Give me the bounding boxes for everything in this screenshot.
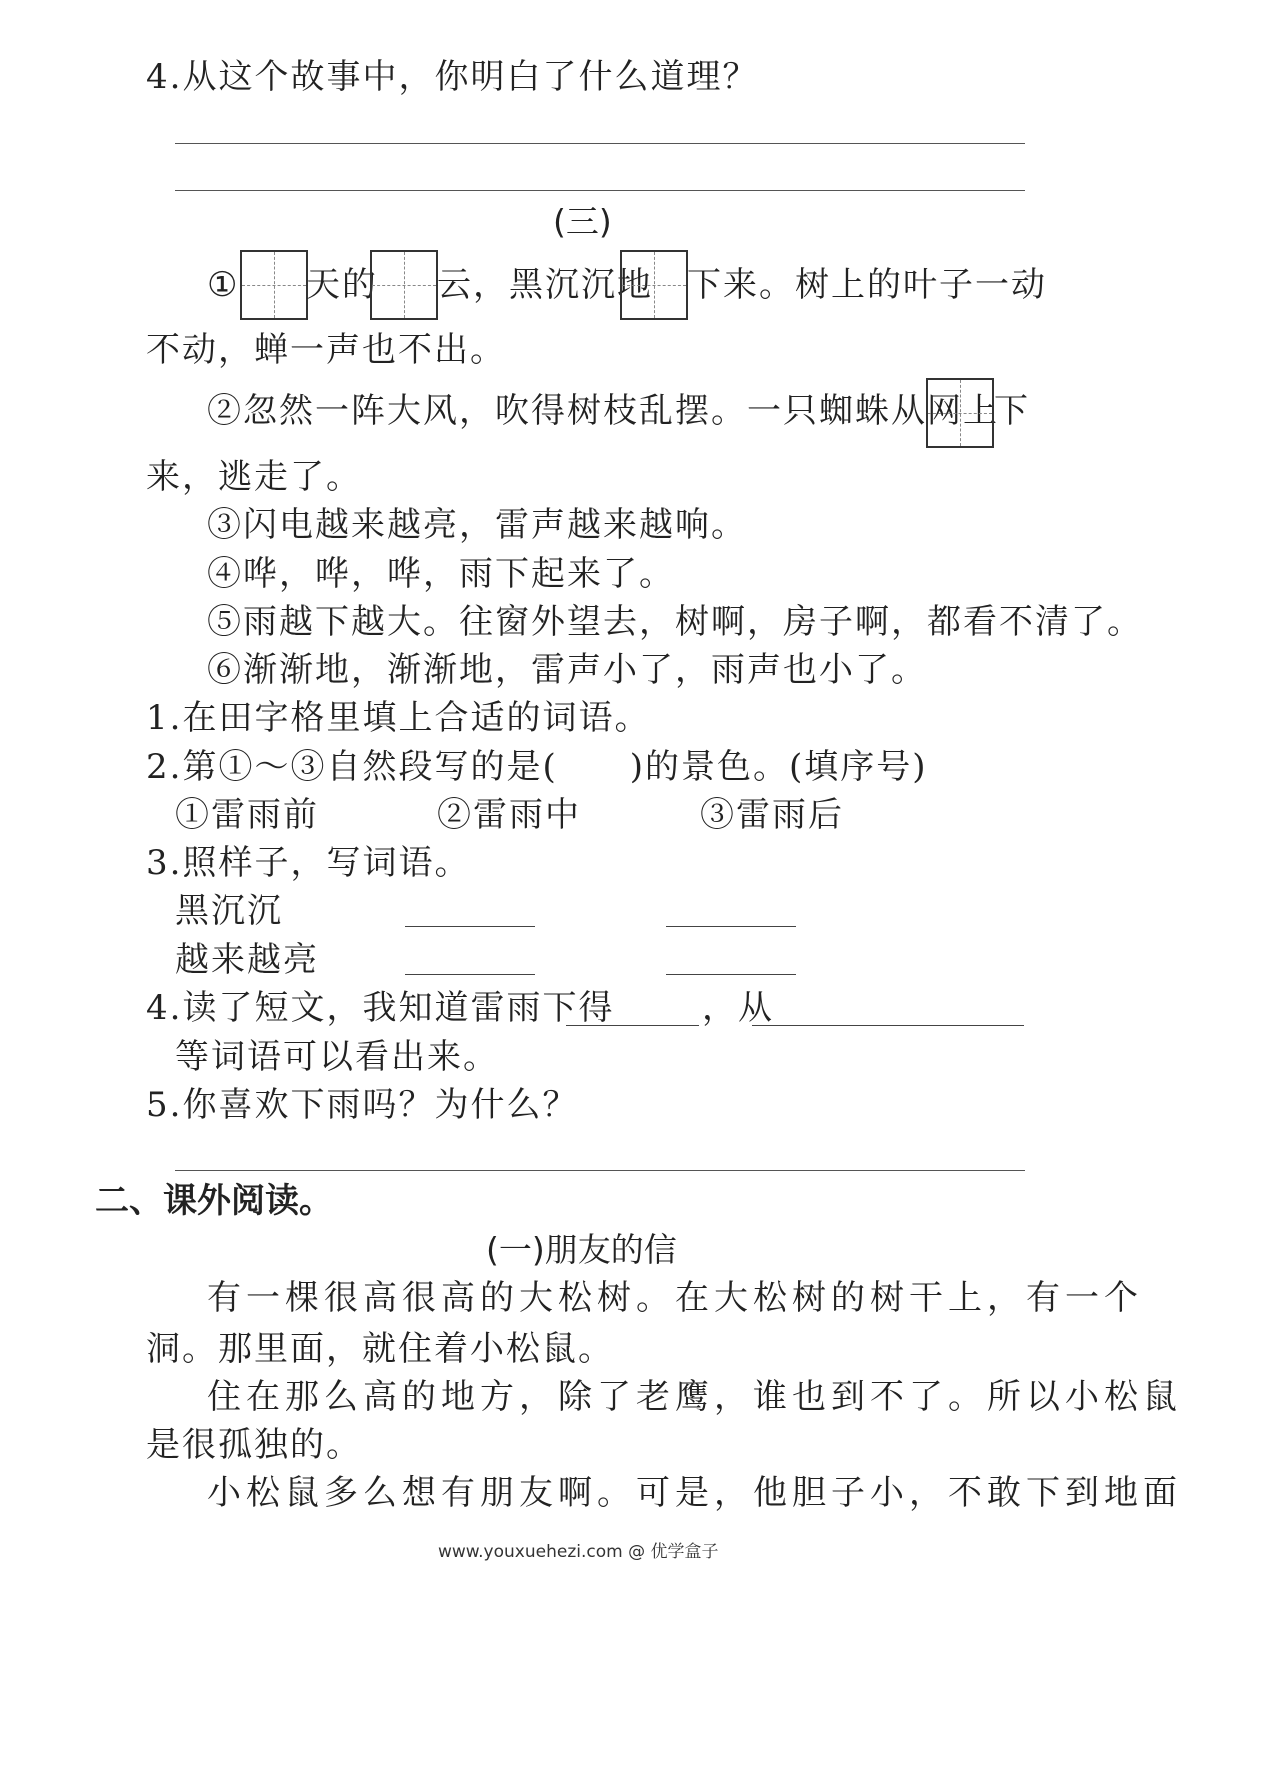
- footer-watermark: www.youxuehezi.com @ 优学盒子: [438, 1542, 719, 1562]
- story-line: 住在那么高的地方，除了老鹰，谁也到不了。所以小松鼠: [207, 1377, 1182, 1417]
- answer-blank[interactable]: [666, 974, 796, 975]
- part-heading: 二、课外阅读。: [95, 1181, 333, 1221]
- answer-line[interactable]: [175, 143, 1025, 144]
- paragraph-6: ⑥渐渐地，渐渐地，雷声小了，雨声也小了。: [207, 650, 927, 690]
- paragraph-5: ⑤雨越下越大。往窗外望去，树啊，房子啊，都看不清了。: [207, 602, 1143, 642]
- story-line: 有一棵很高很高的大松树。在大松树的树干上，有一个: [207, 1278, 1143, 1318]
- tianzige-box[interactable]: [620, 250, 688, 320]
- question-4-line2: 等词语可以看出来。: [175, 1037, 499, 1077]
- answer-blank[interactable]: [752, 1025, 1024, 1026]
- question-4-part1: 4.读了短文，我知道雷雨下得: [146, 988, 615, 1028]
- paragraph-1-segment: 下来。树上的叶子一动: [687, 265, 1047, 305]
- question-1: 1.在田字格里填上合适的词语。: [146, 698, 651, 738]
- paragraph-1-line2: 不动，蝉一声也不出。: [146, 330, 506, 370]
- answer-blank[interactable]: [566, 1025, 699, 1026]
- paragraph-3: ③闪电越来越亮，雷声越来越响。: [207, 505, 747, 545]
- question-2-option[interactable]: ①雷雨前: [175, 795, 319, 835]
- question-4-text: 4.从这个故事中，你明白了什么道理？: [146, 57, 759, 97]
- question-3-example: 黑沉沉: [175, 891, 283, 931]
- answer-line[interactable]: [175, 1170, 1025, 1171]
- paragraph-2-line2: 来，逃走了。: [146, 457, 362, 497]
- paragraph-1-segment: 云，黑沉沉地: [437, 265, 653, 305]
- tianzige-box[interactable]: [240, 250, 308, 320]
- paragraph-2-segment: 下: [994, 391, 1030, 431]
- question-5: 5.你喜欢下雨吗？为什么？: [146, 1085, 579, 1125]
- paragraph-1-segment: 天的: [306, 265, 378, 305]
- paragraph-2-text: ②忽然一阵大风，吹得树枝乱摆。一只蜘蛛从网上: [207, 391, 999, 431]
- story-line: 小松鼠多么想有朋友啊。可是，他胆子小，不敢下到地面: [207, 1473, 1182, 1513]
- question-2-option[interactable]: ②雷雨中: [437, 795, 581, 835]
- story-line: 是很孤独的。: [146, 1425, 362, 1465]
- question-2: 2.第①～③自然段写的是( )的景色。(填序号): [146, 747, 928, 787]
- section-title: (三): [553, 202, 612, 241]
- question-3: 3.照样子，写词语。: [146, 843, 471, 883]
- answer-blank[interactable]: [666, 926, 796, 927]
- paragraph-4: ④哗，哗，哗，雨下起来了。: [207, 554, 675, 594]
- story-line: 洞。那里面，就住着小松鼠。: [146, 1329, 614, 1369]
- tianzige-box[interactable]: [926, 378, 994, 448]
- answer-line[interactable]: [175, 190, 1025, 191]
- paragraph-1-number: ①: [207, 265, 240, 305]
- story-title: (一)朋友的信: [486, 1230, 677, 1269]
- tianzige-box[interactable]: [370, 250, 438, 320]
- answer-blank[interactable]: [405, 974, 535, 975]
- question-4-part2: ，从: [702, 988, 774, 1028]
- question-2-option[interactable]: ③雷雨后: [700, 795, 844, 835]
- question-3-example: 越来越亮: [175, 940, 319, 980]
- answer-blank[interactable]: [405, 926, 535, 927]
